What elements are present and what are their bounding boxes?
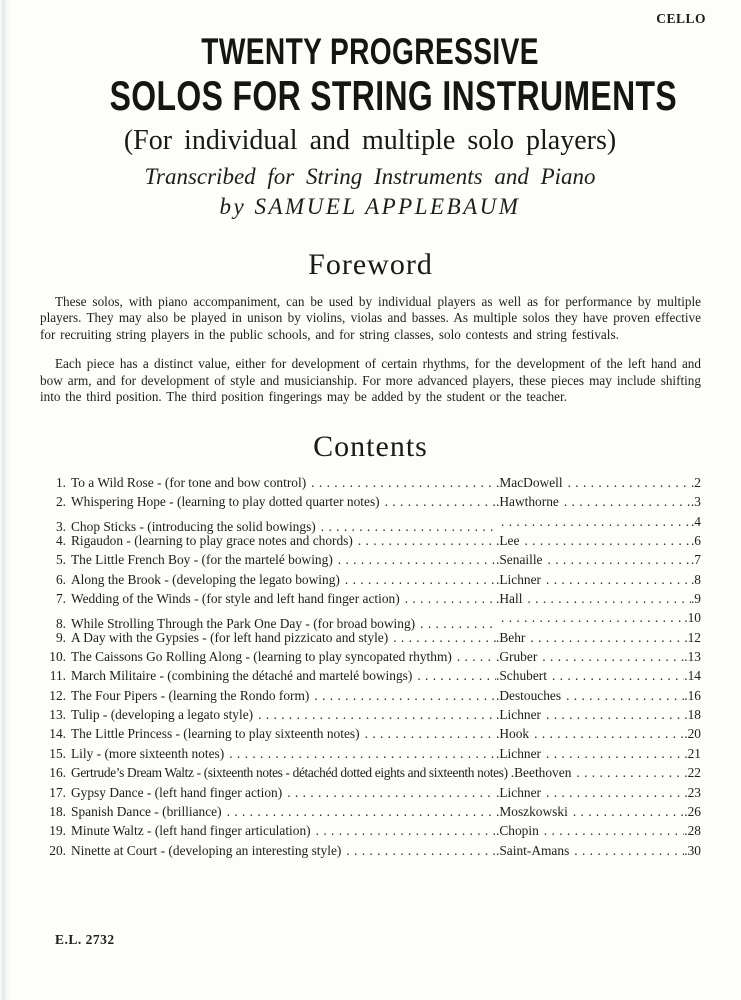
toc-row-right [496, 666, 701, 685]
toc-entry-number: 7. [55, 591, 66, 607]
toc-row [40, 724, 701, 743]
toc-entry-composer: . Lichner [496, 744, 541, 763]
toc-row [40, 841, 701, 860]
foreword-heading: Foreword [308, 248, 433, 281]
toc-row-right [496, 628, 701, 647]
toc-entry-title: Tulip - (developing a legato style) [71, 707, 254, 723]
toc-entry-composer: . Beethoven [511, 763, 572, 782]
toc-row-right [496, 724, 701, 743]
toc-row [40, 531, 701, 550]
toc-entry-title: Gypsy Dance - (left hand finger action) [71, 784, 283, 800]
toc-row [40, 647, 701, 666]
toc-entry-title: The Little Princess - (learning to play sixteenth notes) [71, 726, 360, 742]
toc-entry-title: The Four Pipers - (learning the Rondo form) [71, 687, 310, 703]
toc-entry-title: Minute Waltz - (left hand finger articulation) [71, 823, 311, 839]
dot-leader [550, 666, 684, 685]
toc-row [40, 744, 701, 763]
toc-entry-page: . 10 [684, 608, 701, 627]
toc-entry-page: . 4 [691, 512, 701, 531]
toc-row [40, 763, 701, 782]
dot-leader [532, 724, 684, 743]
toc-row-right [496, 821, 701, 840]
dot-leader [403, 589, 496, 608]
toc-row-lead [40, 647, 496, 666]
toc-row [40, 608, 701, 631]
toc-entry-page: . 20 [684, 724, 701, 743]
toc-entry-composer: . Behr [496, 628, 525, 647]
page-title-line2-wrap [20, 73, 720, 120]
toc-row-right [496, 841, 701, 860]
toc-entry-title: The Caissons Go Rolling Along - (learning to play syncopated rhythm) [71, 649, 452, 665]
toc-row [40, 686, 701, 705]
toc-entry-number: 13. [49, 707, 66, 723]
toc-entry-composer: . Gruber [496, 647, 537, 666]
dot-leader [544, 705, 684, 724]
toc-row-lead [40, 589, 496, 608]
toc-entry-page: . 23 [684, 783, 701, 802]
toc-row-lead [40, 841, 496, 860]
toc-entry-number: 11. [49, 668, 66, 684]
toc-entry-composer: . Hall [496, 589, 522, 608]
dot-leader [309, 473, 496, 492]
toc-entry-title: Wedding of the Winds - (for style and left hand finger action) [71, 591, 400, 607]
dot-leader [455, 647, 496, 666]
toc-entry-composer: . Saint-Amans [496, 841, 569, 860]
dot-leader [312, 686, 496, 705]
toc-row-right [496, 744, 701, 763]
page-title-line1-wrap [20, 31, 720, 73]
page-title-line2: SOLOS FOR STRING INSTRUMENTS [109, 72, 678, 119]
dot-leader [415, 666, 496, 685]
toc-entry-number: 6. [55, 571, 66, 587]
toc-row-lead [40, 666, 496, 685]
toc-entry-page: . 28 [684, 821, 701, 840]
toc-entry-composer: . Lichner [496, 783, 541, 802]
toc-row [40, 589, 701, 608]
contents-list [40, 473, 701, 860]
toc-row [40, 512, 701, 535]
toc-entry-page: . 21 [684, 744, 701, 763]
toc-entry-title: Gertrude’s Dream Waltz - (sixteenth notes - détachéd dotted eights and sixteenth notes) [71, 765, 508, 781]
toc-row-lead [40, 705, 496, 724]
toc-row-lead [40, 686, 496, 705]
dot-leader [574, 763, 684, 782]
toc-entry-number: 20. [49, 842, 66, 858]
toc-entry-number: 9. [55, 629, 66, 645]
dot-leader [227, 744, 496, 763]
toc-entry-composer: . Lichner [496, 705, 541, 724]
toc-row-lead [40, 492, 496, 511]
toc-row-right [496, 512, 701, 531]
toc-entry-title: While Strolling Through the Park One Day - (for broad bowing) [71, 615, 416, 631]
toc-entry-page: . 14 [684, 666, 701, 685]
dot-leader [540, 647, 684, 666]
toc-row-right [496, 802, 701, 821]
scan-edge-shadow [0, 0, 10, 1000]
dot-leader [356, 531, 496, 550]
toc-row-right [496, 686, 701, 705]
dot-leader [542, 821, 684, 840]
toc-row-right [496, 783, 701, 802]
dot-leader [562, 492, 691, 511]
toc-entry-page: . 16 [684, 686, 701, 705]
toc-entry-page: . 7 [691, 550, 701, 569]
dot-leader [566, 473, 691, 492]
toc-row [40, 666, 701, 685]
toc-entry-page: . 30 [684, 841, 701, 860]
toc-row-lead [40, 628, 496, 647]
toc-row [40, 802, 701, 821]
byline: by SAMUEL APPLEBAUM [219, 194, 521, 219]
toc-entry-title: Whispering Hope - (learning to play dotted quarter notes) [71, 494, 380, 510]
dot-leader [383, 492, 496, 511]
toc-entry-page: . 26 [684, 802, 701, 821]
toc-entry-number: 10. [49, 649, 66, 665]
page-title-line1: TWENTY PROGRESSIVE [201, 31, 539, 72]
toc-row-lead [40, 802, 496, 821]
contents-section [40, 430, 701, 860]
toc-row-right [496, 589, 701, 608]
dot-leader [522, 531, 691, 550]
dot-leader [314, 821, 496, 840]
toc-entry-composer: . Schubert [496, 666, 547, 685]
toc-entry-page: . 9 [691, 589, 701, 608]
toc-row-lead [40, 531, 496, 550]
toc-entry-composer: . Lichner [496, 570, 541, 589]
toc-entry-number: 15. [49, 745, 66, 761]
toc-row-lead [40, 744, 496, 763]
instrument-label: CELLO [656, 11, 706, 26]
toc-entry-number: 5. [55, 552, 66, 568]
toc-entry-composer: . Lee [496, 531, 519, 550]
dot-leader [499, 608, 684, 627]
toc-row-lead [40, 724, 496, 743]
dot-leader [546, 550, 691, 569]
toc-entry-title: Chop Sticks - (introducing the solid bowings) [71, 519, 316, 535]
toc-row-lead [40, 570, 496, 589]
page-subtitle: (For individual and multiple solo players) [123, 125, 617, 156]
plate-number: E.L. 2732 [55, 932, 115, 947]
toc-row-right [511, 763, 701, 782]
dot-leader [564, 686, 684, 705]
contents-heading: Contents [313, 430, 428, 463]
toc-entry-number: 12. [49, 687, 66, 703]
toc-entry-page: . 18 [684, 705, 701, 724]
toc-entry-title: Along the Brook - (developing the legato bowing) [71, 571, 340, 587]
toc-row [40, 628, 701, 647]
dot-leader [363, 724, 496, 743]
toc-entry-number: 16. [49, 765, 66, 781]
toc-entry-number: 1. [55, 475, 66, 490]
dot-leader [571, 802, 684, 821]
toc-entry-title: March Militaire - (combining the détaché and martelé bowings) [71, 668, 413, 684]
toc-row-right [496, 531, 701, 550]
toc-entry-title: Lily - (more sixteenth notes) [71, 745, 225, 761]
toc-row-lead [40, 763, 511, 782]
toc-entry-title: Spanish Dance - (brilliance) [71, 803, 222, 819]
transcription-credit: Transcribed for String Instruments and Piano [144, 164, 596, 189]
toc-entry-number: 2. [55, 494, 66, 510]
toc-entry-title: The Little French Boy - (for the martelé bowing) [71, 552, 333, 568]
toc-entry-number: 18. [49, 803, 66, 819]
toc-entry-page: . 13 [684, 647, 701, 666]
dot-leader [336, 550, 496, 569]
toc-row [40, 570, 701, 589]
toc-entry-composer: . Chopin [496, 821, 539, 840]
toc-entry-number: 14. [49, 726, 66, 742]
toc-row-right [496, 705, 701, 724]
foreword-paragraph-2: Each piece has a distinct value, either for development of certain rhythms, for the development of the left hand and bow arm, and for development of style and musicianship. For more advanced players, these pieces may include shifting into the third position. The third position fingerings may be added by the student or the teacher. [40, 356, 701, 405]
dot-leader [544, 783, 684, 802]
dot-leader [499, 512, 691, 531]
toc-entry-page: . 8 [691, 570, 701, 589]
foreword-paragraph-1: These solos, with piano accompaniment, can be used by individual players as well as for performance by multiple players. They may also be played in unison by violins, violas and basses. As multiple solos they have proven effective for recruiting string players in the public schools, and for string classes, solo contests and string festivals. [40, 294, 701, 342]
toc-entry-page: . 2 [691, 473, 701, 492]
toc-entry-composer: . Hawthorne [496, 492, 559, 511]
toc-entry-composer: . MacDowell [496, 473, 563, 492]
dot-leader [572, 841, 684, 860]
toc-entry-number: 17. [49, 784, 66, 800]
toc-entry-composer: . Hook [496, 724, 529, 743]
toc-entry-title: Rigaudon - (learning to play grace notes and chords) [71, 533, 353, 549]
toc-row-lead [40, 550, 496, 569]
toc-entry-page: . 22 [684, 763, 701, 782]
toc-row-right [496, 608, 701, 627]
toc-row-right [496, 570, 701, 589]
toc-entry-page: . 6 [691, 531, 701, 550]
toc-row-right [496, 550, 701, 569]
toc-row [40, 492, 701, 511]
dot-leader [544, 744, 684, 763]
toc-row-right [496, 473, 701, 492]
dot-leader [343, 570, 496, 589]
toc-row-lead [40, 473, 496, 492]
toc-entry-number: 19. [49, 823, 66, 839]
toc-row [40, 473, 701, 492]
toc-row-lead [40, 821, 496, 840]
dot-leader [344, 841, 496, 860]
dot-leader [391, 628, 496, 647]
toc-row [40, 705, 701, 724]
toc-row-lead [40, 783, 496, 802]
foreword-section [40, 248, 701, 405]
toc-row-right [496, 492, 701, 511]
dot-leader [528, 628, 684, 647]
toc-entry-number: 4. [55, 533, 66, 549]
toc-row [40, 783, 701, 802]
dot-leader [525, 589, 691, 608]
toc-entry-page: . 12 [684, 628, 701, 647]
toc-entry-number: 3. [55, 519, 66, 535]
dot-leader [285, 783, 496, 802]
dot-leader [256, 705, 496, 724]
toc-entry-composer: . Destouches [496, 686, 561, 705]
title-block [20, 31, 720, 221]
toc-entry-title: To a Wild Rose - (for tone and bow control) [71, 475, 307, 490]
toc-entry-composer: . Senaille [496, 550, 543, 569]
toc-row-right [496, 647, 701, 666]
toc-entry-number: 8. [55, 615, 66, 631]
dot-leader [225, 802, 496, 821]
toc-entry-title: Ninette at Court - (developing an interesting style) [71, 842, 342, 858]
toc-row [40, 550, 701, 569]
toc-row [40, 821, 701, 840]
dot-leader [544, 570, 691, 589]
toc-entry-page: . 3 [691, 492, 701, 511]
toc-entry-composer: . Moszkowski [496, 802, 568, 821]
toc-entry-title: A Day with the Gypsies - (for left hand pizzicato and style) [71, 629, 389, 645]
